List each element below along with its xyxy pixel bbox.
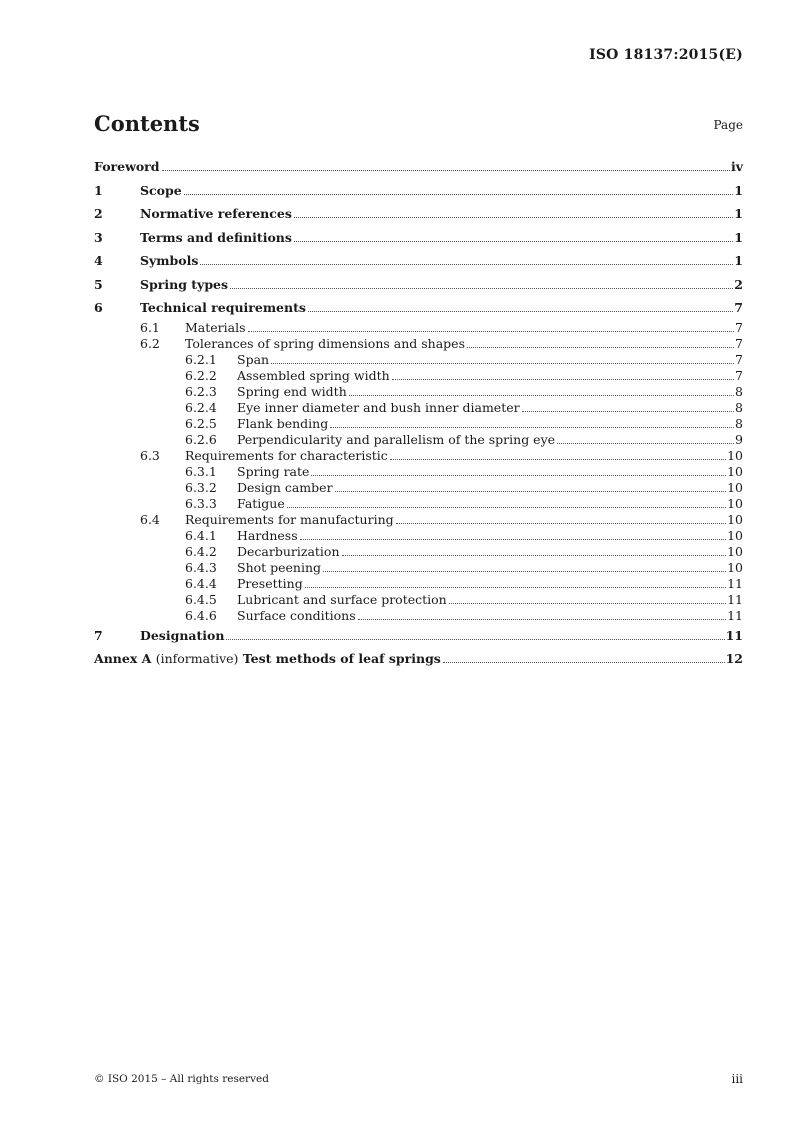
toc-entry-page: 10 (727, 543, 743, 559)
toc-entry-number: 6.3.3 (185, 495, 217, 511)
toc-entry-title: Perpendicularity and parallelism of the spring eye (237, 431, 556, 447)
toc-entry-page: 11 (725, 627, 743, 643)
toc-entry-title: Surface conditions (237, 607, 356, 623)
toc-entry-page: 7 (735, 367, 743, 383)
toc-entry-title: Presetting (237, 575, 303, 591)
toc-entry-number: 6.2 (140, 335, 160, 351)
toc-entry-number: 7 (94, 627, 103, 643)
toc-entry-number: 6.3.1 (185, 463, 217, 479)
toc-entry-number: 6.4.5 (185, 591, 217, 607)
toc-entry-page: 1 (734, 253, 743, 268)
annex-qualifier: (informative) (155, 651, 239, 666)
dot-leader (162, 170, 730, 171)
document-id: ISO 18137:2015(E) (589, 47, 743, 63)
dot-leader (311, 475, 726, 476)
toc-entry-6-4[interactable] (94, 512, 743, 528)
toc-entry-page: 11 (727, 607, 743, 623)
dot-leader (557, 443, 734, 444)
dot-leader (294, 241, 733, 242)
toc-entry-6-4-2[interactable] (94, 544, 743, 560)
toc-entry-clause-7[interactable] (94, 624, 743, 648)
dot-leader (271, 363, 734, 364)
dot-leader (226, 639, 724, 640)
dot-leader (330, 427, 734, 428)
toc-entry-title: Spring end width (237, 383, 347, 399)
toc-entry-number: 2 (94, 206, 103, 221)
toc-entry-title: Hardness (237, 527, 298, 543)
toc-entry-clause-2[interactable] (94, 202, 743, 226)
toc-entry-6-3-1[interactable] (94, 464, 743, 480)
toc-entry-clause-4[interactable] (94, 249, 743, 273)
toc-entry-page: 11 (727, 591, 743, 607)
toc-entry-page: 7 (735, 351, 743, 367)
toc-entry-title: Lubricant and surface protection (237, 591, 447, 607)
toc-entry-number: 6 (94, 300, 103, 315)
toc-entry-page: 1 (734, 229, 743, 245)
toc-entry-6-4-1[interactable] (94, 528, 743, 544)
dot-leader (396, 523, 726, 524)
toc-entry-clause-3[interactable] (94, 226, 743, 250)
toc-entry-title: Technical requirements (140, 300, 306, 315)
dot-leader (305, 587, 726, 588)
dot-leader (522, 411, 734, 412)
toc-entry-title: Assembled spring width (237, 367, 390, 383)
dot-leader (184, 194, 734, 195)
toc-entry-page: 7 (735, 319, 743, 335)
dot-leader (200, 264, 733, 265)
dot-leader (230, 288, 733, 289)
toc-entry-page: 8 (735, 383, 743, 399)
dot-leader (349, 395, 734, 396)
dot-leader (390, 459, 726, 460)
dot-leader (335, 491, 727, 492)
toc-entry-number: 3 (94, 229, 103, 245)
toc-entry-title: Spring types (140, 276, 229, 292)
toc-entry-page: 9 (735, 431, 743, 447)
toc-entry-page: 11 (727, 575, 743, 591)
toc-entry-title: Tolerances of spring dimensions and shapes (185, 335, 465, 351)
toc-entry-number: 6.2.2 (185, 367, 217, 383)
toc-entry-6-2-5[interactable] (94, 416, 743, 432)
dot-leader (358, 619, 726, 620)
toc-entry-title: Fatigue (237, 495, 285, 511)
table-of-contents (94, 155, 743, 671)
toc-entry-title: Normative references (140, 206, 292, 221)
toc-entry-clause-5[interactable] (94, 273, 743, 297)
toc-entry-annex-a[interactable] (94, 647, 743, 671)
toc-entry-page: 2 (734, 276, 743, 292)
toc-entry-6-4-6[interactable] (94, 608, 743, 624)
toc-entry-number: 6.2.4 (185, 399, 217, 415)
toc-entry-number: 6.2.1 (185, 351, 217, 367)
toc-entry-6-3-3[interactable] (94, 496, 743, 512)
toc-entry-page: 8 (735, 399, 743, 415)
toc-entry-6-4-3[interactable] (94, 560, 743, 576)
toc-entry-6-1[interactable] (94, 320, 743, 336)
toc-entry-title: Requirements for characteristic (185, 447, 388, 463)
toc-entry-title: Span (237, 351, 270, 367)
dot-leader (467, 347, 734, 348)
toc-entry-title: Spring rate (237, 463, 310, 479)
toc-entry-page: 1 (734, 182, 743, 198)
dot-leader (449, 603, 726, 604)
toc-entry-6-3-2[interactable] (94, 480, 743, 496)
dot-leader (392, 379, 734, 380)
toc-entry-number: 6.4.1 (185, 527, 217, 543)
dot-leader (342, 555, 727, 556)
toc-entry-number: 6.3 (140, 447, 160, 463)
toc-entry-page: 10 (727, 479, 743, 495)
toc-entry-6-3[interactable] (94, 448, 743, 464)
toc-entry-title: Shot peening (237, 559, 322, 575)
toc-entry-6-4-4[interactable] (94, 576, 743, 592)
toc-entry-6-2[interactable] (94, 336, 743, 352)
dot-leader (323, 571, 726, 572)
toc-entry-clause-6[interactable] (94, 296, 743, 320)
toc-entry-number: 6.1 (140, 319, 160, 335)
toc-entry-number: 6.4.2 (185, 543, 217, 559)
dot-leader (443, 662, 725, 663)
toc-entry-number: 6.2.6 (185, 431, 217, 447)
dot-leader (294, 217, 733, 218)
toc-entry-page: 8 (735, 415, 743, 431)
toc-entry-title: Foreword (94, 159, 160, 174)
dot-leader (308, 311, 733, 312)
toc-entry-number: 4 (94, 253, 103, 268)
page-number: iii (731, 1072, 743, 1086)
toc-entry-title: Designation (140, 627, 225, 643)
toc-entry-6-4-5[interactable] (94, 592, 743, 608)
toc-entry-6-2-3[interactable] (94, 384, 743, 400)
toc-entry-page: 10 (727, 511, 743, 527)
dot-leader (248, 331, 735, 332)
toc-entry-title: Flank bending (237, 415, 329, 431)
toc-entry-title: Requirements for manufacturing (185, 511, 394, 527)
toc-entry-number: 6.2.3 (185, 383, 217, 399)
toc-entry-number: 5 (94, 276, 103, 292)
page-title: Contents (94, 111, 200, 136)
toc-entry-6-2-4[interactable] (94, 400, 743, 416)
toc-entry-page: 7 (735, 335, 743, 351)
toc-entry-6-2-1[interactable] (94, 352, 743, 368)
toc-entry-6-2-6[interactable] (94, 432, 743, 448)
toc-entry-title: Eye inner diameter and bush inner diameter (237, 399, 520, 415)
toc-entry-page: 10 (727, 447, 743, 463)
toc-entry-clause-1[interactable] (94, 179, 743, 203)
toc-entry-title: Terms and definitions (140, 229, 292, 245)
toc-entry-title: Materials (185, 319, 246, 335)
toc-entry-number: 6.3.2 (185, 479, 217, 495)
toc-entry-title: Design camber (237, 479, 333, 495)
toc-entry-number: 6.4.4 (185, 575, 217, 591)
annex-title: Test methods of leaf springs (242, 651, 441, 666)
page-column-label: Page (713, 118, 743, 132)
toc-entry-page: 10 (727, 559, 743, 575)
toc-entry-number: 1 (94, 182, 103, 198)
annex-heading (94, 647, 441, 671)
dot-leader (300, 539, 726, 540)
dot-leader (287, 507, 726, 508)
toc-entry-6-2-2[interactable] (94, 368, 743, 384)
toc-entry-number: 6.4.6 (185, 607, 217, 623)
toc-entry-page: 1 (734, 206, 743, 221)
toc-entry-number: 6.4 (140, 511, 160, 527)
toc-entry-title: Decarburization (237, 543, 340, 559)
annex-label: Annex A (94, 651, 152, 666)
toc-entry-foreword[interactable] (94, 155, 743, 179)
toc-entry-page: 10 (727, 495, 743, 511)
toc-entry-page: 7 (734, 300, 743, 315)
toc-entry-page: iv (730, 159, 743, 174)
toc-entry-title: Symbols (140, 253, 199, 268)
toc-entry-page: 12 (725, 651, 743, 666)
toc-entry-page: 10 (727, 527, 743, 543)
toc-entry-number: 6.4.3 (185, 559, 217, 575)
toc-entry-page: 10 (727, 463, 743, 479)
toc-entry-title: Scope (140, 182, 182, 198)
copyright-notice: © ISO 2015 – All rights reserved (94, 1073, 269, 1085)
toc-entry-number: 6.2.5 (185, 415, 217, 431)
